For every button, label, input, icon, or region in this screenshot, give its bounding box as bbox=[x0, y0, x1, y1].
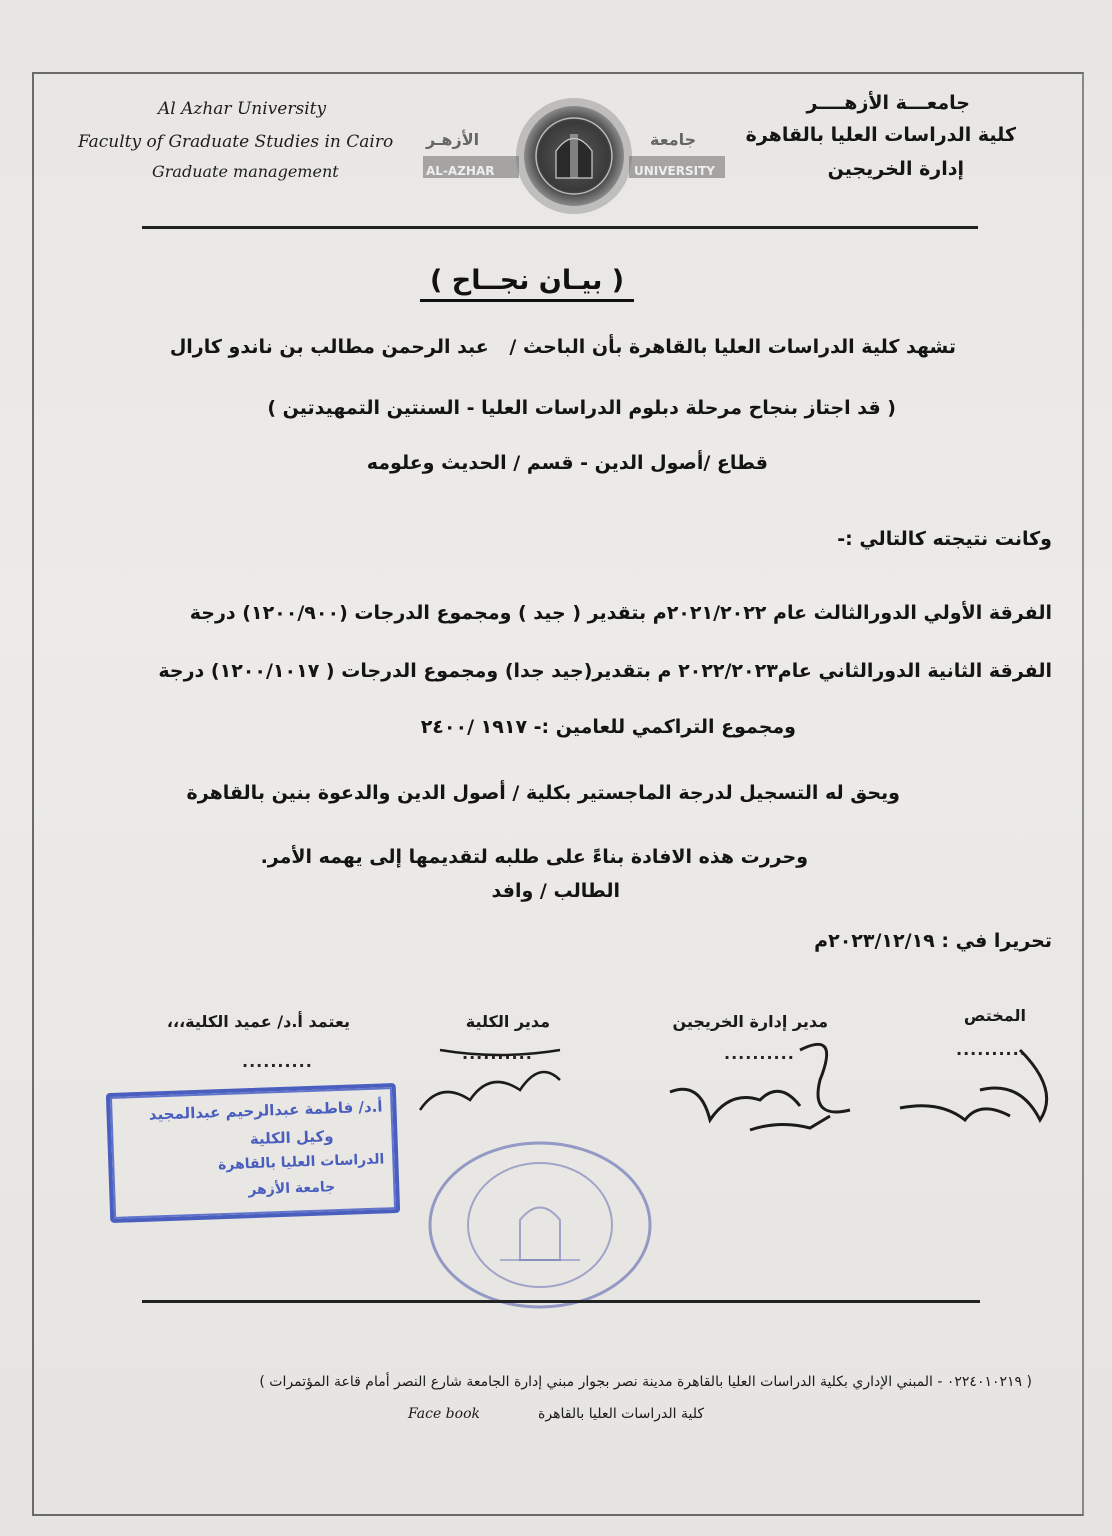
certify-line bbox=[170, 336, 956, 358]
university-seal-icon bbox=[420, 1140, 660, 1310]
graduates-manager-label: مدير إدارة الخريجين bbox=[672, 1012, 828, 1031]
logo-text-right-ar: جامعة bbox=[650, 130, 697, 149]
specialist-label: المختص bbox=[963, 1006, 1026, 1025]
university-logo bbox=[418, 96, 730, 216]
footer-facebook-en: Face book bbox=[408, 1406, 480, 1422]
logo-text-left-en: AL-AZHAR bbox=[426, 164, 495, 178]
cumulative-total: ومجموع التراكمي للعامين :- ١٩١٧ /٢٤٠٠ bbox=[420, 716, 796, 738]
graduates-manager-sign-line: .......... bbox=[724, 1044, 795, 1063]
faculty-name-en: Faculty of Graduate Studies in Cairo bbox=[78, 132, 394, 152]
university-name-ar: جامعـــة الأزهــــر bbox=[806, 92, 970, 114]
department-name-en: Graduate management bbox=[152, 162, 339, 181]
result-intro: وكانت نتيجته كالتالي :- bbox=[837, 528, 1052, 550]
vice-dean-stamp bbox=[106, 1083, 400, 1223]
handwritten-signatures bbox=[380, 1020, 1080, 1140]
stamp-line-4: جامعة الأزهر bbox=[248, 1179, 336, 1199]
logo-text-right-en: UNIVERSITY bbox=[634, 164, 715, 178]
sector-department-line: قطاع /أصول الدين - قسم / الحديث وعلومه bbox=[366, 452, 768, 474]
certify-prefix: تشهد كلية الدراسات العليا بالقاهرة بأن الباحث / bbox=[509, 336, 956, 358]
footer-facebook-ar: كلية الدراسات العليا بالقاهرة bbox=[538, 1406, 704, 1422]
registration-eligibility: ويحق له التسجيل لدرجة الماجستير بكلية / أصول الدين والدعوة بنين بالقاهرة bbox=[186, 782, 900, 804]
stamp-line-3: الدراسات العليا بالقاهرة bbox=[217, 1151, 385, 1174]
logo-text-left-ar: الأزهـر bbox=[426, 130, 480, 149]
specialist-sign-line: .......... bbox=[956, 1040, 1027, 1059]
footer-address: ( ٠٢٢٤٠١٠٢١٩ - المبني الإداري بكلية الدراسات العليا بالقاهرة مدينة نصر بجوار مبني إدارة الجامعة شارع النصر أمام قاعة المؤتمرات ) bbox=[259, 1374, 1032, 1390]
year1-result: الفرقة الأولي الدورالثالث عام ٢٠٢١/٢٠٢٢م بتقدير ( جيد ) ومجموع الدرجات (١٢٠٠/٩٠٠) درجة bbox=[189, 602, 1052, 624]
passed-line: ( قد اجتاز بنجاح مرحلة دبلوم الدراسات العليا - السنتين التمهيدتين ) bbox=[267, 397, 896, 419]
stamp-line-1: أ.د/ فاطمة عبدالرحيم عبدالمجيد bbox=[148, 1097, 383, 1124]
document-title: ( بيـان نجــاح ) bbox=[420, 265, 634, 302]
dean-sign-line: .......... bbox=[242, 1052, 313, 1071]
header-divider bbox=[142, 226, 978, 229]
researcher-name: عبد الرحمن مطالب بن ناندو كارال bbox=[169, 336, 489, 358]
stamp-line-2: وكيل الكلية bbox=[249, 1127, 334, 1149]
faculty-manager-label: مدير الكلية bbox=[465, 1012, 550, 1031]
year2-result: الفرقة الثانية الدورالثاني عام٢٠٢٢/٢٠٢٣ م بتقدير(جيد جدا) ومجموع الدرجات ( ١٢٠٠/١٠١٧) درجة bbox=[158, 660, 1052, 682]
faculty-manager-sign-line: .......... bbox=[462, 1044, 533, 1063]
student-status: الطالب / وافد bbox=[491, 880, 620, 902]
issuance-statement: وحررت هذه الافادة بناءً على طلبه لتقديمها إلى يهمه الأمر. bbox=[260, 846, 808, 868]
issue-date: تحريرا في : ٢٠٢٣/١٢/١٩م bbox=[814, 930, 1052, 952]
faculty-name-ar: كلية الدراسات العليا بالقاهرة bbox=[745, 124, 1016, 146]
university-name-en: Al Azhar University bbox=[158, 99, 327, 119]
footer-divider bbox=[142, 1300, 980, 1303]
dean-approval-label: يعتمد أ.د/ عميد الكلية،،، bbox=[166, 1012, 350, 1031]
al-azhar-logo-icon bbox=[418, 96, 730, 216]
department-name-ar: إدارة الخريجين bbox=[827, 158, 964, 180]
